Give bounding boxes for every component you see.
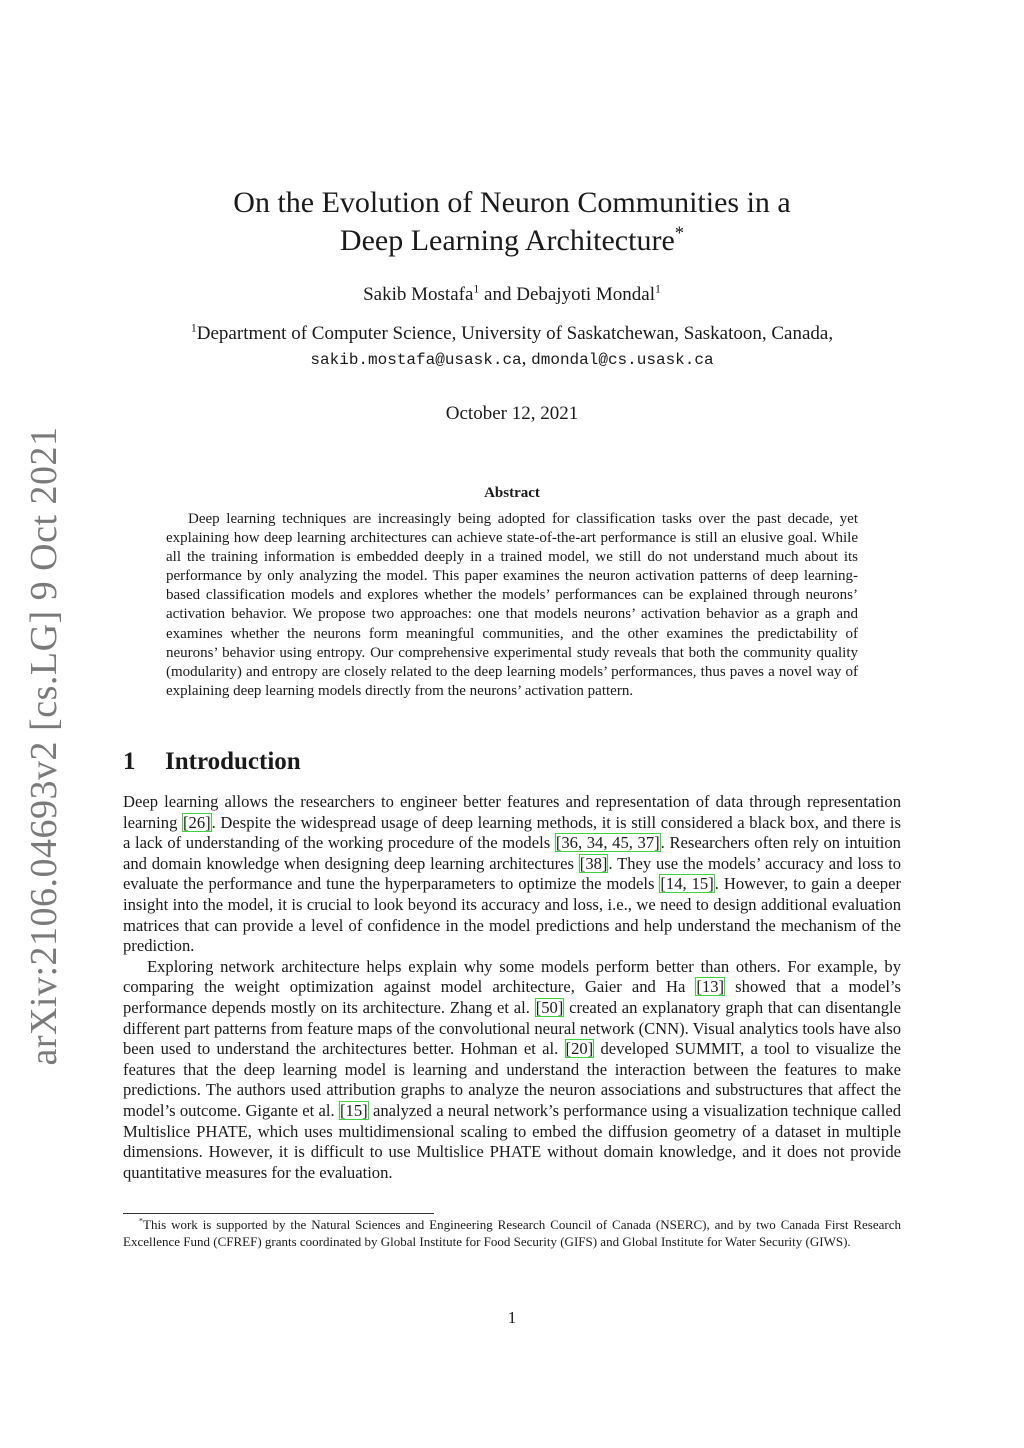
citation-link[interactable]: [26]: [183, 812, 211, 832]
title-line-2: [0, 222, 1024, 260]
affiliation-mark: 1: [190, 321, 197, 335]
author-list: [0, 283, 1024, 307]
email-separator: ,: [521, 348, 532, 369]
email-2[interactable]: dmondal@cs.usask.ca: [531, 351, 714, 369]
citation-link[interactable]: [36, 34, 45, 37]: [555, 833, 660, 853]
paragraph-2-text: Exploring network architecture helps explain why some models perform better than others. For example, by comparing the weight optimization against model architecture, Gaier and Ha: [123, 956, 901, 997]
section-title: Introduction: [165, 748, 301, 775]
author-2-affil: 1: [655, 282, 661, 296]
abstract-body: Deep learning techniques are increasingly being adopted for classification tasks over the past decade, yet explaining how deep learning architectures can achieve state-of-the-art performance is still an elusive goal. While all the training information is embedded deeply in a trained model, we still do not understand much about its performance by only analyzing the model. This paper examines the neuron activation patterns of deep learning-based classification models and explores whether the models’ performances can be explained through neurons’ activation behavior. We propose two approaches: one that models neurons’ activation behavior as a graph and examines whether the neurons form meaningful communities, and the other examines the predictability of neurons’ behavior using entropy. Our comprehensive experimental study reveals that both the community quality (modularity) and entropy are closely related to the deep learning models’ performances, thus paves a novel way of explaining deep learning models directly from the neurons’ activation pattern.: [166, 511, 858, 699]
citation-link[interactable]: [14, 15]: [660, 874, 714, 894]
title-line-2-text: Deep Learning Architecture: [339, 224, 675, 257]
footnote-divider: [123, 1213, 434, 1214]
paragraph-1: [123, 792, 901, 957]
citation-link[interactable]: [50]: [535, 997, 564, 1017]
author-1: Sakib Mostafa: [363, 284, 474, 305]
paragraph-1-text: Deep learning allows the researchers to engineer better features and representation of data through representation learning: [123, 792, 901, 832]
paper-date: October 12, 2021: [445, 403, 579, 424]
paragraph-1-text: . They use the models’ accuracy and loss to evaluate the performance and tune the hyperparameters to optimize the models: [123, 853, 901, 894]
paragraph-2-text: created an explanatory graph that can disentangle different part patterns from feature maps of the convolutional neural network (CNN). Visual analytics tools have also been used to understand the architectures better. Hohman et al.: [123, 997, 901, 1059]
paragraph-2-text: showed that a model’s performance depends mostly on its architecture. Zhang et al.: [123, 977, 901, 1017]
page-number: 1: [507, 1308, 517, 1327]
paragraph-2: [123, 957, 901, 1184]
affiliation: [0, 322, 1024, 346]
section-heading: [123, 748, 301, 776]
abstract-heading: Abstract: [484, 485, 540, 501]
arxiv-stamp: arXiv:2106.04693v2 [cs.LG] 9 Oct 2021: [23, 426, 65, 1066]
paragraph-2-text: analyzed a neural network’s performance using a visualization technique called Multislice PHATE, which uses multidimensional scaling to embed the diffusion geometry of a dataset in multiple dimensions. However, it is difficult to use Multislice PHATE without domain knowledge, and it does not provide quantitative measures for the evaluation.: [123, 1100, 902, 1182]
email-1[interactable]: sakib.mostafa@usask.ca: [310, 351, 522, 369]
title-footnote-mark: *: [674, 223, 685, 244]
citation-link[interactable]: [13]: [696, 977, 725, 997]
citation-link[interactable]: [38]: [579, 853, 608, 873]
author-emails: [0, 348, 1024, 371]
title-line-1: On the Evolution of Neuron Communities in a: [233, 186, 791, 219]
paragraph-2-text: developed SUMMIT, a tool to visualize the features that the deep learning model is learning and understand the interaction between the features to make predictions. The authors used attribution graphs to analyze the neuron associations and substructures that affect the model’s outcome. Gigante et al.: [123, 1039, 901, 1120]
author-conjunction: and: [479, 284, 517, 305]
footnote: [123, 1216, 901, 1250]
citation-link[interactable]: [15]: [340, 1100, 368, 1120]
section-number: 1: [123, 748, 136, 775]
author-2: Debajyoti Mondal: [516, 284, 655, 305]
footnote-mark: *: [139, 1216, 144, 1226]
paper-title: [0, 184, 1024, 260]
paragraph-1-text: . Despite the widespread usage of deep learning methods, it is still considered a black box, and there is a lack of understanding of the working procedure of the models: [123, 812, 901, 853]
paragraph-1-text: . However, to gain a deeper insight into the model, it is crucial to look beyond its accuracy and loss, i.e., we need to design additional evaluation matrices that can provide a level of confidence in the model predictions and help understand the mechanism of the prediction.: [123, 874, 901, 956]
footnote-text: This work is supported by the Natural Sciences and Engineering Research Council of Canada (NSERC), and by two Canada First Research Excellence Fund (CFREF) grants coordinated by Global Institute for Food Security (GIFS) and Global Institute for Water Security (GIWS).: [123, 1217, 901, 1249]
author-1-affil: 1: [473, 282, 480, 296]
paragraph-1-text: . Researchers often rely on intuition and domain knowledge when designing deep learning architectures: [123, 833, 901, 873]
citation-link[interactable]: [20]: [565, 1039, 594, 1059]
introduction-body: [123, 792, 901, 1183]
affiliation-text: Department of Computer Science, University of Saskatchewan, Saskatoon, Canada,: [196, 323, 834, 344]
